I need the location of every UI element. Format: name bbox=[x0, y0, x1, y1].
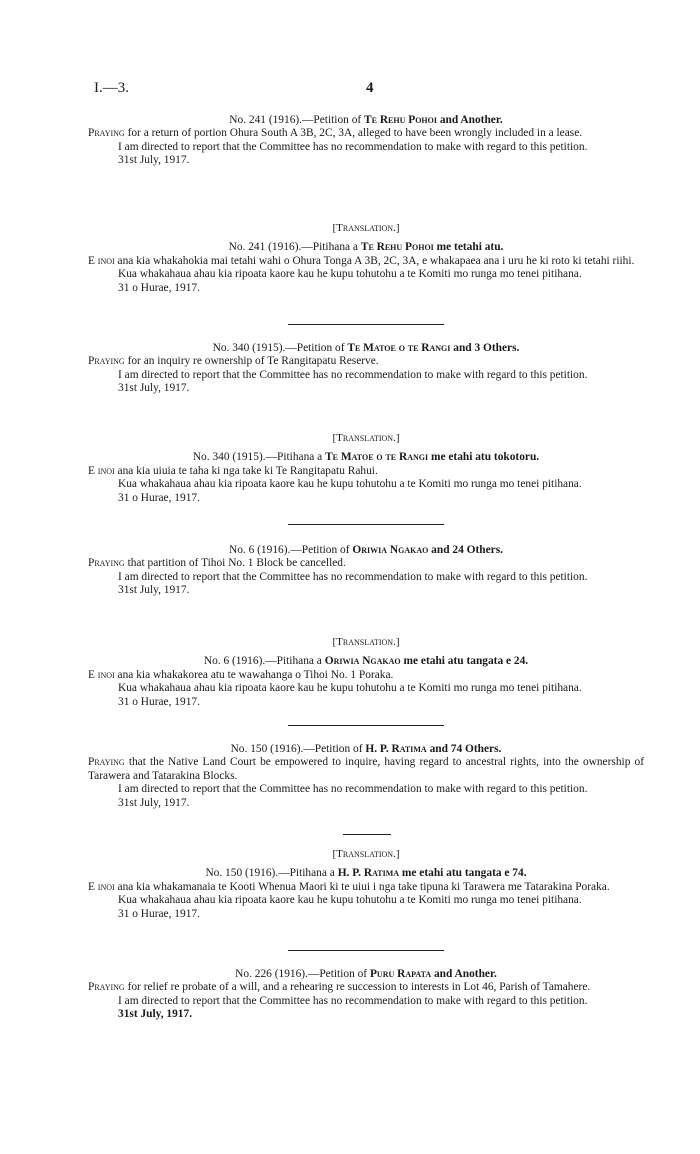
committee-report: Kua whakahaua ahau kia ripoata kaore kau he kupu tohutohu a te Komiti mo runga mo tenei pitihana. bbox=[118, 268, 582, 281]
committee-report: I am directed to report that the Committee has no recommendation to make with regard to this petition. bbox=[118, 994, 588, 1007]
petitioner-name: Oriwia Ngakao bbox=[352, 544, 429, 556]
petition-prayer: E inoi ana kia whakahokia mai tetahi wahi o Ohura Tonga A 3B, 2C, 3A, e whakapaea ana i uru he ki roto ki tetahi riihi. bbox=[88, 254, 635, 267]
petitioner-name: Puru Rapata bbox=[369, 968, 432, 980]
petitioner-name: Te Matoe o te Rangi bbox=[347, 342, 451, 354]
petition-translation-6 bbox=[88, 636, 644, 709]
petition-title: No. 241 (1916).—Pitihana a Te Rehu Pohoi me tetahi atu. bbox=[228, 241, 504, 254]
committee-report: Kua whakahaua ahau kia ripoata kaore kau he kupu tohutohu a te Komiti mo runga mo tenei pitihana. bbox=[118, 682, 582, 695]
petition-english-226 bbox=[88, 968, 644, 1022]
report-date: 31st July, 1917. bbox=[118, 584, 190, 597]
petition-english-6 bbox=[88, 544, 644, 598]
petition-title: No. 6 (1916).—Petition of Oriwia Ngakao and 24 Others. bbox=[228, 544, 504, 556]
petition-prayer: Praying for a return of portion Ohura South A 3B, 2C, 3A, alleged to have been wrongly included in a lease. bbox=[88, 127, 583, 140]
report-date: 31st July, 1917. bbox=[118, 154, 190, 167]
petition-translation-340 bbox=[88, 432, 644, 505]
committee-report: Kua whakahaua ahau kia ripoata kaore kau he kupu tohutohu a te Komiti mo runga mo tenei pitihana. bbox=[118, 478, 582, 491]
petition-title: No. 150 (1916).—Petition of H. P. Ratima and 74 Others. bbox=[230, 743, 502, 755]
translation-label: [Translation.] bbox=[332, 848, 400, 860]
report-reference: I.—3. bbox=[94, 80, 129, 96]
petition-title: No. 241 (1916).—Petition of Te Rehu Pohoi and Another. bbox=[229, 114, 503, 126]
report-date: 31st July, 1917. bbox=[118, 382, 190, 395]
petitioner-name: Oriwia Ngakao bbox=[324, 655, 401, 668]
petition-translation-150 bbox=[88, 848, 644, 921]
committee-report: I am directed to report that the Committee has no recommendation to make with regard to this petition. bbox=[118, 570, 588, 583]
petitioner-name: Te Rehu Pohoi bbox=[364, 114, 437, 126]
petition-prayer: Praying that partition of Tihoi No. 1 Block be cancelled. bbox=[88, 557, 346, 570]
petition-prayer: E inoi ana kia whakamanaia te Kooti Whenua Maori ki te uiui i nga take tipuna ki Tarawera me Tatarakina Poraka. bbox=[88, 880, 610, 893]
petition-english-340 bbox=[88, 342, 644, 396]
report-date: 31st July, 1917. bbox=[118, 796, 190, 809]
petition-prayer: E inoi ana kia uiuia te taha ki nga take ki Te Rangitapatu Rahui. bbox=[88, 464, 378, 477]
translation-label: [Translation.] bbox=[332, 432, 400, 444]
petition-title: No. 226 (1916).—Petition of Puru Rapata and Another. bbox=[235, 968, 497, 980]
report-date: 31 o Hurae, 1917. bbox=[118, 491, 200, 504]
report-date: 31st July, 1917. bbox=[118, 1008, 193, 1021]
petitioner-name: Te Matoe o te Rangi bbox=[325, 451, 429, 464]
petition-title: No. 6 (1916).—Pitihana a Oriwia Ngakao me etahi atu tangata e 24. bbox=[203, 655, 529, 668]
committee-report: I am directed to report that the Committee has no recommendation to make with regard to this petition. bbox=[118, 368, 588, 381]
section-divider bbox=[288, 324, 444, 325]
report-date: 31 o Hurae, 1917. bbox=[118, 695, 200, 708]
committee-report: I am directed to report that the Committee has no recommendation to make with regard to this petition. bbox=[118, 783, 588, 796]
petitioner-name: H. P. Ratima bbox=[365, 743, 427, 755]
translation-label: [Translation.] bbox=[332, 222, 400, 234]
committee-report: I am directed to report that the Committee has no recommendation to make with regard to this petition. bbox=[118, 140, 588, 153]
section-divider bbox=[288, 524, 444, 525]
section-divider bbox=[288, 950, 444, 951]
petition-title: No. 340 (1915).—Pitihana a Te Matoe o te Rangi me etahi atu tokotoru. bbox=[192, 451, 540, 464]
petition-translation-241 bbox=[88, 222, 644, 295]
petition-english-150 bbox=[88, 743, 644, 810]
page-number: 4 bbox=[366, 80, 374, 96]
petition-title: No. 150 (1916).—Pitihana a H. P. Ratima me etahi atu tangata e 74. bbox=[205, 867, 527, 880]
petition-english-241 bbox=[88, 114, 644, 168]
petition-title: No. 340 (1915).—Petition of Te Matoe o te Rangi and 3 Others. bbox=[212, 342, 520, 354]
petitioner-name: Te Rehu Pohoi bbox=[360, 241, 434, 254]
petition-prayer: Praying that the Native Land Court be empowered to inquire, having regard to ancestral rights, into the ownership of Tarawera and Tatarakina Blocks. bbox=[88, 756, 644, 782]
petition-prayer: Praying for relief re probate of a will, and a rehearing re succession to interests in Lot 46, Parish of Tamahere. bbox=[88, 981, 591, 994]
short-divider bbox=[343, 834, 391, 835]
section-divider bbox=[288, 725, 444, 726]
translation-label: [Translation.] bbox=[332, 636, 400, 648]
report-date: 31 o Hurae, 1917. bbox=[118, 907, 200, 920]
report-date: 31 o Hurae, 1917. bbox=[118, 281, 200, 294]
petitioner-name: H. P. Ratima bbox=[337, 867, 400, 880]
petition-prayer: Praying for an inquiry re ownership of Te Rangitapatu Reserve. bbox=[88, 355, 379, 368]
committee-report: Kua whakahaua ahau kia ripoata kaore kau he kupu tohutohu a te Komiti mo runga mo tenei pitihana. bbox=[118, 894, 582, 907]
petition-prayer: E inoi ana kia whakakorea atu te wawahanga o Tihoi No. 1 Poraka. bbox=[88, 668, 394, 681]
